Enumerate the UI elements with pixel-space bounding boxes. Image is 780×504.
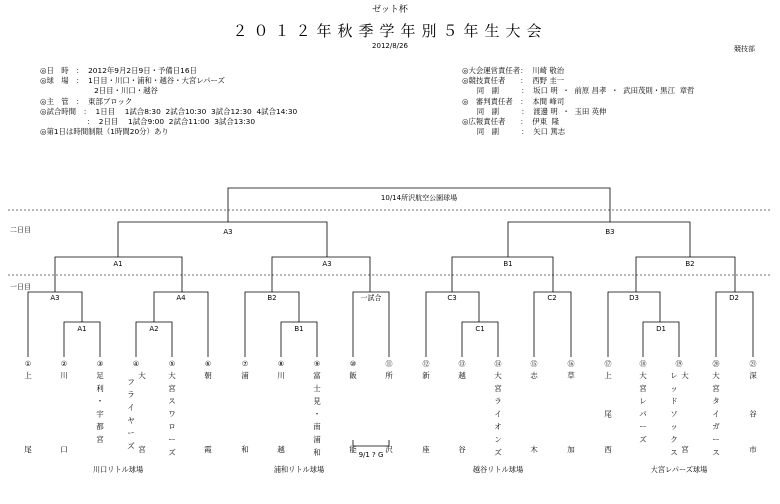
team-name-char: ズ: [168, 447, 176, 457]
team-name-char: 士: [313, 383, 321, 393]
team-name-char: 谷: [458, 445, 466, 454]
slot-number: ⑰: [604, 360, 612, 368]
team-name-char: 利: [96, 383, 104, 393]
team-name-char: ・: [313, 409, 321, 419]
team-name-char: ガ: [712, 422, 720, 432]
team-name-char: 川: [277, 371, 285, 380]
game-label: A2: [149, 325, 159, 333]
team-name-char: パ: [639, 409, 647, 419]
team-name-char: 朝: [204, 371, 212, 380]
slot-number: ⑦: [241, 360, 249, 368]
team-name-char: レ: [639, 396, 647, 406]
day1-label: 一日目: [10, 283, 31, 291]
team-name-char: 越: [277, 445, 285, 454]
info-line: ◎第1日は時間制限（1時間20分）あり: [40, 127, 169, 137]
team-name-char: イ: [127, 403, 135, 412]
staff-line: ◎競技責任者 ： 西野 圭一: [462, 76, 565, 86]
slot-number: ⑥: [204, 360, 212, 368]
game-label: A3: [50, 294, 60, 302]
team-name-char: 所: [385, 371, 393, 380]
info-line: ◎球 場 ： 1日目・川口・浦和・越谷・大宮レパーズ: [40, 76, 225, 86]
team-name-char: ッ: [670, 422, 678, 432]
team-name-char: 志: [530, 371, 538, 380]
team-name-char: 市: [749, 445, 757, 454]
team-name-char: 大: [681, 371, 689, 380]
team-name-char: 足: [96, 371, 104, 380]
team-name-char: 大: [138, 371, 146, 380]
page-title: ２０１２年秋季学年別５年生大会: [232, 22, 548, 40]
info-line: ◎試合時間 ： 1日目 1試合8:30 2試合10:30 3試合12:30 4試合14:30: [40, 106, 298, 116]
team-name-char: ソ: [670, 409, 678, 419]
game-label: C1: [475, 325, 485, 333]
team-name-char: ズ: [639, 435, 647, 444]
stadium-label: 越谷リトル球場: [472, 465, 524, 474]
team-name-char: 沢: [385, 445, 393, 454]
team-name-char: 見: [313, 396, 321, 406]
game-connector: [272, 257, 370, 292]
team-name-char: 霞: [204, 445, 212, 454]
slot-number: ⑱: [639, 360, 647, 368]
team-name-char: 大: [494, 371, 502, 380]
team-name-char: 西: [604, 445, 612, 454]
team-name-char: ラ: [494, 396, 502, 406]
team-name-char: 都: [96, 422, 104, 432]
team-name-char: 新: [422, 371, 430, 380]
team-name-char: 富: [313, 371, 321, 380]
team-name-char: 大: [168, 371, 176, 380]
department-label: 競技部: [734, 45, 755, 53]
info-line: ◎日 時 ： 2012年9月2日9日・予備日16日: [40, 66, 197, 75]
team-name-char: 越: [458, 371, 466, 380]
bracket-lines: [28, 188, 753, 446]
slot-number: ⑩: [349, 360, 357, 368]
team-name-char: ラ: [127, 390, 135, 400]
team-name-char: ク: [670, 435, 678, 444]
team-name-char: 和: [241, 445, 249, 454]
stadium-label: 川口リトル球場: [92, 465, 144, 474]
slot-number: ①: [24, 360, 32, 368]
game-label: A1: [77, 325, 87, 333]
team-name-char: 尾: [24, 445, 32, 454]
semi-label: A3: [223, 228, 233, 236]
slot-number: ⑯: [567, 360, 575, 368]
slot-number: ⑫: [422, 360, 430, 368]
special-game-label: 9/1 ? G: [358, 451, 384, 459]
game-label: D1: [656, 325, 666, 333]
team-name-char: レ: [670, 371, 678, 380]
team-name-char: 大: [712, 371, 720, 380]
slot-number: ⑧: [277, 360, 285, 368]
team-name-char: イ: [712, 409, 720, 419]
staff-line: 同 副 ： 渡邊 明 ・ 玉田 英伸: [462, 106, 607, 116]
team-name-char: 宇: [96, 409, 104, 419]
game-label: A4: [176, 294, 186, 302]
slot-number: ⑬: [458, 360, 466, 368]
slot-number: ⑳: [712, 360, 720, 368]
team-name-char: ス: [712, 447, 720, 457]
game-label: D2: [729, 294, 739, 302]
slot-number: ⑨: [313, 360, 321, 368]
team-name-char: フ: [127, 377, 135, 387]
team-name-char: ヤ: [127, 415, 135, 425]
team-name-char: 宮: [168, 383, 176, 393]
slot-number: ②: [60, 360, 68, 368]
team-name-char: ン: [494, 435, 502, 444]
info-line: ： 2日目 1試合9:00 2試合11:00 3試合13:30: [40, 117, 256, 127]
team-name-char: 口: [60, 445, 68, 454]
game-label: A3: [322, 260, 332, 268]
staff-line: ◎大会運営責任者： 川崎 敬治: [462, 66, 565, 75]
team-name-char: ロ: [168, 422, 176, 432]
team-name-char: ズ: [127, 441, 135, 451]
team-name-char: ー: [127, 428, 135, 438]
team-name-char: ド: [670, 396, 678, 406]
team-name-char: 尾: [604, 409, 612, 419]
team-name-char: 宮: [639, 383, 647, 393]
game-label: B2: [685, 260, 695, 268]
team-list: [24, 359, 757, 457]
team-name-char: 浦: [313, 435, 321, 444]
team-name-char: 上: [24, 371, 32, 380]
team-name-char: 川: [60, 371, 68, 380]
staff-line: 同 副 ： 坂口 明 ・ 前原 昌孝 ・ 武田茂則・黒江 章哲: [462, 86, 695, 96]
team-name-char: ワ: [168, 409, 176, 419]
game-label: C2: [547, 294, 557, 302]
info-line: 2日目・川口・越谷: [40, 86, 158, 96]
stadium-label: 浦和リトル球場: [273, 465, 325, 474]
team-name-char: 浦: [241, 371, 249, 380]
slot-number: ㉑: [749, 360, 757, 368]
team-name-char: 宮: [96, 435, 104, 444]
team-name-char: 宮: [138, 445, 146, 454]
team-name-char: ズ: [494, 447, 502, 457]
staff-line: 同 副 ： 矢口 篤志: [462, 127, 566, 137]
staff-line: ◎ 審判責任者 ： 本間 峰司: [462, 96, 565, 106]
team-name-char: 飯: [349, 371, 357, 380]
document-date: 2012/8/26: [372, 42, 408, 50]
day2-label: 二日目: [10, 226, 31, 234]
team-name-char: ー: [639, 422, 647, 432]
special-game-connector: [353, 440, 389, 446]
team-name-char: 大: [639, 371, 647, 380]
team-name-char: 深: [749, 371, 757, 380]
team-name-char: ー: [168, 435, 176, 444]
team-name-char: 宮: [494, 383, 502, 393]
team-name-char: タ: [712, 396, 720, 406]
slot-number: ⑮: [530, 360, 538, 368]
team-name-char: 加: [567, 445, 575, 454]
cup-name: ゼット杯: [372, 5, 408, 15]
team-name-char: 和: [313, 447, 321, 457]
game-label: B1: [503, 260, 513, 268]
team-name-char: ス: [670, 447, 678, 457]
semi-label: B3: [605, 228, 615, 236]
info-line: ◎主 管 ： 東部ブロック: [40, 96, 133, 106]
game-label: 一試合: [360, 294, 382, 302]
stadium-label: 大宮レパーズ球場: [650, 465, 708, 474]
team-name-char: ッ: [670, 383, 678, 393]
semi-connector: [508, 222, 690, 257]
game-label: B2: [267, 294, 277, 302]
slot-number: ⑪: [385, 360, 393, 368]
team-name-char: 木: [530, 445, 538, 454]
team-name-char: 宮: [681, 445, 689, 454]
staff-line: ◎広報責任者 ： 伊東 隆: [462, 117, 560, 127]
game-label: A1: [113, 260, 123, 268]
team-name-char: ー: [712, 435, 720, 444]
team-name-char: オ: [494, 422, 502, 432]
slot-number: ④: [132, 360, 140, 368]
team-name-char: ・: [96, 396, 104, 406]
game-label: D3: [629, 294, 639, 302]
team-name-char: イ: [494, 409, 502, 419]
team-name-char: 宮: [712, 383, 720, 393]
final-venue: 10/14所沢航空公園球場: [380, 194, 458, 202]
slot-number: ⑭: [494, 360, 502, 368]
slot-number: ⑤: [168, 360, 176, 368]
slot-number: ⑲: [675, 360, 683, 368]
team-name-char: 上: [604, 371, 612, 380]
game-label: C3: [447, 294, 457, 302]
team-name-char: 能: [349, 445, 357, 454]
team-name-char: ス: [168, 396, 176, 406]
slot-number: ③: [96, 360, 104, 368]
team-name-char: 座: [422, 445, 430, 454]
game-label: B1: [294, 325, 304, 333]
team-name-char: 谷: [749, 409, 757, 419]
team-name-char: 南: [313, 422, 321, 432]
team-name-char: 草: [567, 371, 575, 380]
